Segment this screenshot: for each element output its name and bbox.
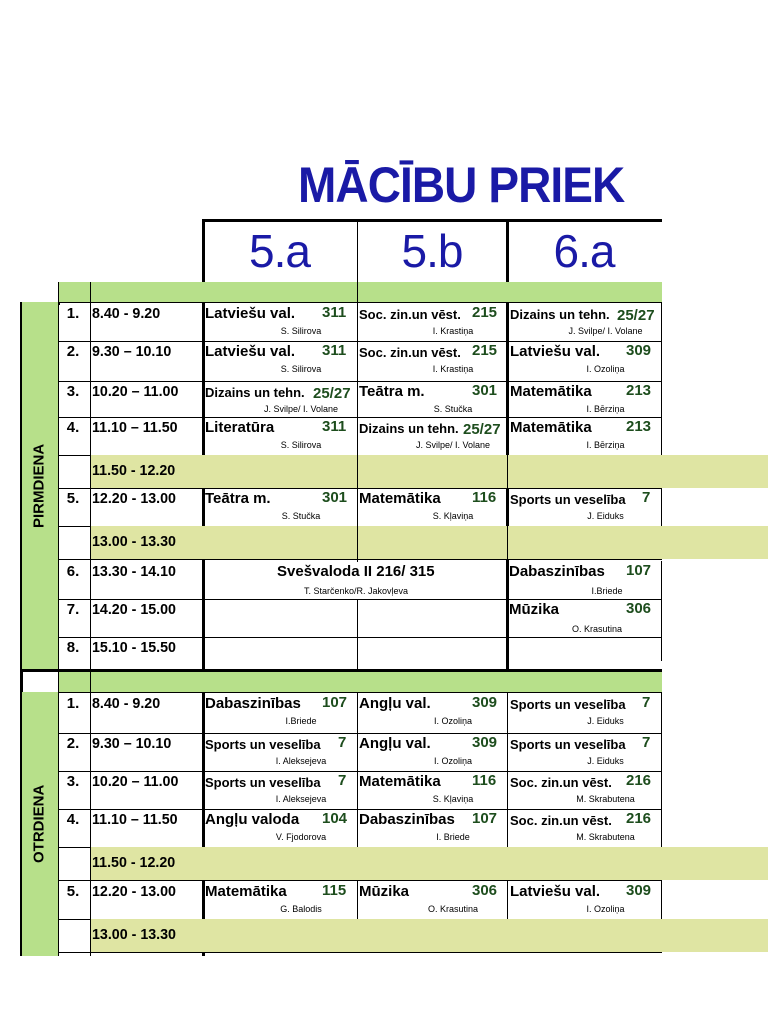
- border-left-thick: [202, 219, 205, 956]
- room-c3: 213: [626, 382, 652, 399]
- teacher-c1: G. Balodis: [280, 904, 322, 914]
- strip-bottom: [58, 692, 662, 693]
- row-divider: [58, 488, 662, 489]
- room-c1: 25/27: [313, 385, 351, 402]
- room-c1: 107: [322, 694, 348, 711]
- teacher-c1: I. Aleksejeva: [275, 794, 327, 804]
- subject-merged: Svešvaloda II 216/ 315: [277, 563, 435, 580]
- lesson-time: 9.30 – 10.10: [92, 735, 172, 752]
- lesson-time: 9.30 – 10.10: [92, 343, 172, 360]
- col-line: [661, 693, 662, 847]
- col-line: [357, 282, 358, 562]
- room-c1: 7: [338, 734, 347, 751]
- room-c3: 7: [642, 694, 651, 711]
- lesson-number: 2.: [66, 735, 80, 752]
- subject-c3: Sports un veselība: [510, 697, 626, 712]
- lesson-number: 8.: [66, 639, 80, 656]
- break-time: 13.00 - 13.30: [92, 926, 176, 943]
- lesson-time: 10.20 – 11.00: [92, 383, 179, 400]
- break-row: [90, 526, 768, 559]
- teacher-c2: S. Kļaviņa: [432, 794, 474, 804]
- teacher-c3: J. Svilpe/ I. Volane: [568, 326, 643, 336]
- subject-c3: Dabaszinības: [509, 563, 605, 580]
- row-divider: [58, 559, 662, 560]
- room-c2: 25/27: [463, 421, 501, 438]
- col-line: [661, 881, 662, 919]
- subject-c2: Soc. zin.un vēst.: [359, 345, 461, 360]
- teacher-c3: J. Eiduks: [587, 716, 624, 726]
- col-line: [507, 881, 508, 919]
- break-row: [90, 455, 768, 488]
- teacher-c3: M. Skrabutena: [576, 794, 635, 804]
- room-c3: 216: [626, 810, 652, 827]
- break-time: 11.50 - 12.20: [92, 462, 176, 479]
- subject-c1: Teātra m.: [205, 490, 271, 507]
- room-c2: 306: [472, 882, 498, 899]
- lesson-number: 6.: [66, 563, 80, 580]
- room-c1: 104: [322, 810, 348, 827]
- col-line: [661, 303, 662, 455]
- room-c1: 311: [322, 304, 347, 321]
- lesson-number: 3.: [66, 383, 80, 400]
- room-c2: 215: [472, 342, 498, 359]
- day-header-strip: [58, 282, 662, 302]
- day-header-strip: [58, 672, 662, 692]
- col-line: [661, 561, 662, 661]
- subject-c2: Mūzika: [359, 883, 410, 900]
- room-c1: 115: [322, 882, 347, 899]
- lesson-time: 8.40 - 9.20: [92, 305, 161, 322]
- teacher-c3: O. Krasutina: [571, 624, 623, 634]
- lesson-time: 10.20 – 11.00: [92, 773, 179, 790]
- subject-c3: Sports un veselība: [510, 737, 626, 752]
- subject-c1: Latviešu val.: [205, 305, 296, 322]
- col-line: [507, 693, 508, 847]
- subject-c3: Sports un veselība: [510, 492, 626, 507]
- teacher-c1: J. Svilpe/ I. Volane: [263, 404, 339, 414]
- teacher-c3: I. Ozoliņa: [586, 364, 625, 374]
- row-divider: [58, 381, 662, 382]
- teacher-c1: I. Aleksejeva: [275, 756, 327, 766]
- room-c2: 215: [472, 304, 498, 321]
- col-line: [58, 282, 59, 670]
- lesson-time: 14.20 - 15.00: [92, 601, 176, 618]
- room-c3: 309: [626, 882, 652, 899]
- teacher-c1: S. Silirova: [280, 326, 322, 336]
- lesson-number: 3.: [66, 773, 80, 790]
- lesson-time: 8.40 - 9.20: [92, 695, 161, 712]
- room-c2: 301: [472, 382, 498, 399]
- room-c3: 107: [626, 562, 652, 579]
- teacher-c2: I. Briede: [436, 832, 470, 842]
- subject-c3: Latviešu val.: [510, 343, 601, 360]
- teacher-c1: S. Silirova: [280, 440, 322, 450]
- subject-c1: Angļu valoda: [205, 811, 300, 828]
- class-header-5a: 5.a: [249, 225, 310, 277]
- lesson-time: 12.20 - 13.00: [92, 490, 176, 507]
- lesson-number: 7.: [66, 601, 80, 618]
- subject-c1: Matemātika: [205, 883, 287, 900]
- room-c3: 7: [642, 734, 651, 751]
- subject-c2: Matemātika: [359, 773, 441, 790]
- room-c3: 216: [626, 772, 652, 789]
- teacher-c3: J. Eiduks: [587, 511, 624, 521]
- room-c1: 311: [322, 342, 347, 359]
- subject-c1: Literatūra: [205, 419, 275, 436]
- teacher-c3: J. Eiduks: [587, 756, 624, 766]
- break-row: [90, 847, 768, 880]
- teacher-c2: J. Svilpe/ I. Volane: [415, 440, 491, 450]
- col-line: [661, 488, 662, 526]
- subject-c3: Soc. zin.un vēst.: [510, 813, 612, 828]
- teacher-c1: S. Silirova: [280, 364, 322, 374]
- subject-c1: Sports un veselība: [205, 737, 321, 752]
- room-c2: 309: [472, 694, 498, 711]
- row-divider: [58, 771, 662, 772]
- room-c1: 301: [322, 489, 348, 506]
- room-c1: 7: [338, 772, 347, 789]
- class-header-5b: 5.b: [401, 225, 463, 277]
- break-row: [90, 919, 768, 952]
- subject-c2: Dizains un tehn.: [359, 421, 459, 436]
- lesson-number: 4.: [66, 419, 80, 436]
- teacher-merged: T. Starčenko/R. Jakovļeva: [303, 586, 409, 596]
- lesson-number: 5.: [66, 883, 80, 900]
- page-title: MĀCĪBU PRIEK: [298, 157, 625, 213]
- break-time: 13.00 - 13.30: [92, 533, 176, 550]
- break-time: 11.50 - 12.20: [92, 854, 176, 871]
- room-c3: 309: [626, 342, 652, 359]
- lesson-time: 12.20 - 13.00: [92, 883, 176, 900]
- subject-c2: Angļu val.: [359, 695, 431, 712]
- teacher-c3: I. Bērziņa: [586, 404, 625, 414]
- lesson-number: 4.: [66, 811, 80, 828]
- teacher-c2: S. Stučka: [433, 404, 473, 414]
- teacher-c2: O. Krasutina: [427, 904, 479, 914]
- col-line: [357, 599, 358, 670]
- subject-c3: Latviešu val.: [510, 883, 601, 900]
- subject-c2: Soc. zin.un vēst.: [359, 307, 461, 322]
- row-divider: [58, 952, 662, 953]
- room-c3: 306: [626, 600, 652, 617]
- room-c2: 107: [472, 810, 498, 827]
- teacher-c3: M. Skrabutena: [576, 832, 635, 842]
- row-divider: [58, 637, 662, 638]
- col-line: [58, 672, 59, 956]
- lesson-number: 2.: [66, 343, 80, 360]
- row-divider: [58, 809, 662, 810]
- subject-c3: Mūzika: [509, 601, 560, 618]
- lesson-number: 5.: [66, 490, 80, 507]
- subject-c3: Soc. zin.un vēst.: [510, 775, 612, 790]
- strip-bottom: [58, 302, 662, 303]
- row-divider: [58, 341, 662, 342]
- class-header-6a: 6.a: [553, 225, 615, 277]
- day-label-monday: PIRMDIENA: [30, 443, 48, 529]
- col-line: [357, 881, 358, 919]
- header-divider: [357, 222, 358, 282]
- row-divider: [58, 733, 662, 734]
- subject-c3: Matemātika: [510, 383, 592, 400]
- teacher-c2: S. Kļaviņa: [432, 511, 474, 521]
- teacher-c2: I. Ozoliņa: [433, 756, 473, 766]
- teacher-c1: V. Fjodorova: [275, 832, 327, 842]
- room-c2: 116: [472, 772, 497, 789]
- room-c1: 311: [322, 418, 347, 435]
- teacher-c3: I.Briede: [591, 586, 623, 596]
- lesson-time: 11.10 – 11.50: [92, 811, 178, 828]
- subject-c2: Dabaszinības: [359, 811, 455, 828]
- lesson-number: 1.: [66, 695, 80, 712]
- subject-c1: Dabaszinības: [205, 695, 301, 712]
- room-c3: 7: [642, 489, 651, 506]
- teacher-c1: S. Stučka: [281, 511, 321, 521]
- room-c3: 213: [626, 418, 652, 435]
- room-c3: 25/27: [617, 307, 655, 324]
- row-divider: [58, 599, 662, 600]
- subject-c3: Matemātika: [510, 419, 592, 436]
- teacher-c1: I.Briede: [285, 716, 317, 726]
- subject-c1: Latviešu val.: [205, 343, 296, 360]
- lesson-time: 11.10 – 11.50: [92, 419, 178, 436]
- subject-c3: Dizains un tehn.: [510, 307, 610, 322]
- col-line: [357, 693, 358, 847]
- col-line: [507, 303, 508, 670]
- row-divider: [58, 880, 662, 881]
- col-line: [90, 282, 91, 670]
- lesson-time: 15.10 - 15.50: [92, 639, 176, 656]
- subject-c2: Angļu val.: [359, 735, 431, 752]
- teacher-c3: I. Bērziņa: [586, 440, 625, 450]
- subject-c2: Matemātika: [359, 490, 441, 507]
- col-line: [90, 672, 91, 956]
- teacher-c2: I. Krastiņa: [432, 364, 474, 374]
- day-label-tuesday: OTRDIENA: [30, 784, 48, 864]
- row-divider: [58, 417, 662, 418]
- subject-c2: Teātra m.: [359, 383, 425, 400]
- room-c2: 309: [472, 734, 498, 751]
- teacher-c2: I. Ozoliņa: [433, 716, 473, 726]
- room-c2: 116: [472, 489, 497, 506]
- subject-c1: Dizains un tehn.: [205, 385, 305, 400]
- subject-c1: Sports un veselība: [205, 775, 321, 790]
- lesson-number: 1.: [66, 305, 80, 322]
- teacher-c2: I. Krastiņa: [432, 326, 474, 336]
- teacher-c3: I. Ozoliņa: [586, 904, 625, 914]
- lesson-time: 13.30 - 14.10: [92, 563, 176, 580]
